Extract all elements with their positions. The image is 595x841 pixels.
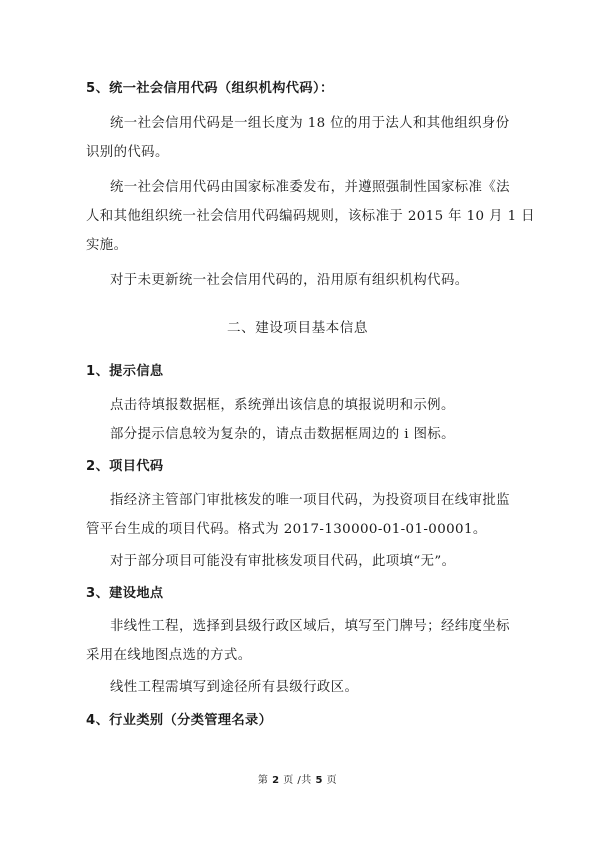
paragraph-line: 点击待填报数据框，系统弹出该信息的填报说明和示例。 bbox=[110, 398, 455, 413]
footer-page-number: 2 bbox=[272, 775, 280, 786]
paragraph-line: 部分提示信息较为复杂的，请点击数据框周边的 i 图标。 bbox=[110, 427, 455, 442]
footer-total-pages: 5 bbox=[315, 775, 323, 786]
footer-suffix: 页 bbox=[326, 775, 338, 786]
paragraph-line: 人和其他组织统一社会信用代码编码规则，该标准于 2015 年 10 月 1 日 bbox=[86, 209, 535, 224]
heading-credit-code: 5、统一社会信用代码（组织机构代码）： bbox=[86, 81, 334, 96]
paragraph-line: 管平台生成的项目代码。格式为 2017-130000-01-01-00001。 bbox=[86, 522, 487, 537]
heading-industry-category: 4、行业类别（分类管理名录） bbox=[86, 713, 273, 728]
paragraph-line: 指经济主管部门审批核发的唯一项目代码，为投资项目在线审批监 bbox=[110, 493, 510, 508]
heading-construction-site: 3、建设地点 bbox=[86, 586, 164, 601]
paragraph-line: 识别的代码。 bbox=[86, 145, 169, 160]
heading-hint-info: 1、提示信息 bbox=[86, 364, 164, 379]
heading-project-code: 2、项目代码 bbox=[86, 459, 164, 474]
paragraph-line: 采用在线地图点选的方式。 bbox=[86, 648, 252, 663]
paragraph-line: 非线性工程，选择到县级行政区域后，填写至门牌号；经纬度坐标 bbox=[110, 619, 510, 634]
paragraph-line: 线性工程需填写到途径所有县级行政区。 bbox=[110, 680, 359, 695]
page-footer bbox=[0, 771, 595, 786]
paragraph-line: 对于未更新统一社会信用代码的，沿用原有组织机构代码。 bbox=[110, 273, 469, 288]
section-title: 二、建设项目基本信息 bbox=[227, 320, 368, 336]
paragraph-line: 统一社会信用代码是一组长度为 18 位的用于法人和其他组织身份 bbox=[110, 116, 510, 131]
paragraph-line: 对于部分项目可能没有审批核发项目代码，此项填“无”。 bbox=[110, 554, 456, 569]
paragraph-line: 统一社会信用代码由国家标准委发布，并遵照强制性国家标准《法 bbox=[110, 180, 510, 195]
footer-mid: 页 /共 bbox=[283, 775, 312, 786]
paragraph-line: 实施。 bbox=[86, 238, 128, 253]
footer-prefix: 第 bbox=[257, 775, 269, 786]
